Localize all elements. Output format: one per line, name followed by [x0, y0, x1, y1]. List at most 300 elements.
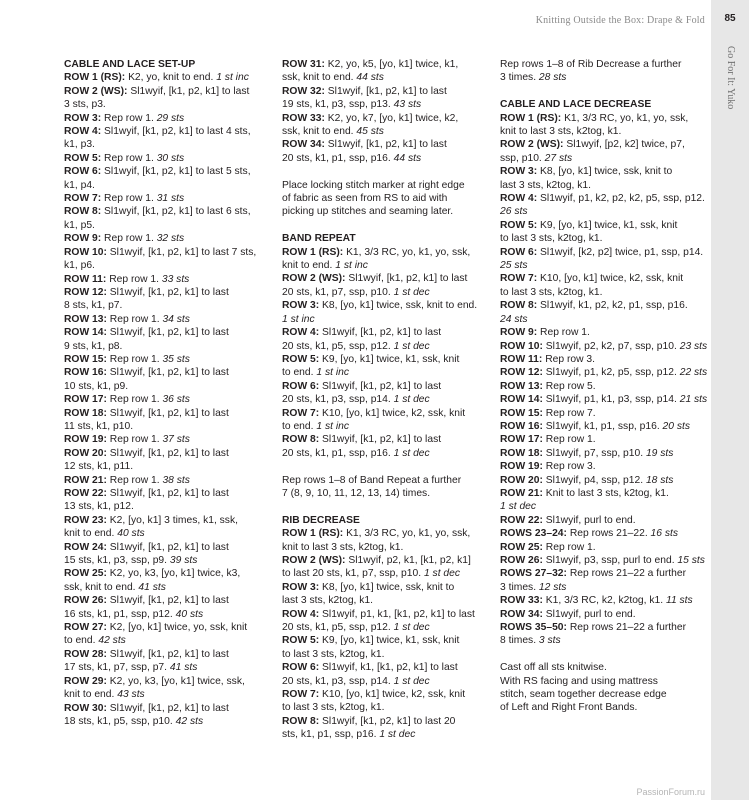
instruction-text: Rep row 1. [101, 193, 157, 205]
instruction-text: to last 3 sts, k2tog, k1. [500, 233, 603, 245]
instruction-line [282, 634, 504, 647]
instruction-line [64, 661, 286, 674]
instruction-line [282, 58, 504, 71]
instruction-text: Sl1wyif, k1, p2, k2, p1, ssp, p16. [537, 300, 688, 312]
instruction-line [282, 648, 504, 661]
instruction-text: Sl1wyif, [k1, p2, k1] to last [106, 702, 229, 714]
instruction-text: Rep rows 21–22 a further [566, 622, 687, 634]
row-label: ROWS 27–32: [500, 568, 567, 580]
row-label: ROW 25: [500, 541, 543, 553]
row-label: ROW 12: [64, 286, 107, 298]
instruction-text: Rep row 1. [106, 313, 163, 325]
instruction-line [64, 138, 286, 151]
instruction-line [282, 380, 504, 393]
row-label: ROW 18: [64, 407, 107, 419]
instruction-text: Sl1wyif, p2, k1, [k1, p2, k1] [345, 554, 471, 566]
instruction-text: K1, 3/3 RC, yo, k1, yo, ssk, [343, 528, 471, 540]
instruction-line [282, 621, 504, 634]
stitch-count: 1 st dec [379, 729, 416, 741]
instruction-line [64, 219, 286, 232]
row-label: ROW 26: [64, 595, 107, 607]
instruction-text: Rep row 1. [106, 273, 162, 285]
paragraph-gap [282, 460, 504, 473]
instruction-text: K2, yo, knit to end. [125, 72, 217, 84]
stitch-count: 28 sts [538, 72, 567, 84]
instruction-text: K2, yo, k3, [yo, k1] twice, ssk, [106, 675, 245, 687]
instruction-line [64, 71, 286, 84]
instruction-line [282, 246, 504, 259]
section-heading: BAND REPEAT [282, 233, 356, 245]
instruction-text: K8, [yo, k1] twice, ssk, knit to [537, 166, 673, 178]
instruction-line [64, 688, 286, 701]
instruction-text: sts, k1, p1, ssp, p16. [282, 729, 380, 741]
instruction-text: Rep rows 1–8 of Rib Decrease a further [500, 59, 682, 70]
instruction-text: Rep rows 1–8 of Band Repeat a further [282, 474, 462, 486]
instruction-text: K1, 3/3 RC, k2, k2tog, k1. [542, 595, 666, 607]
instruction-text: Knit to last 3 sts, k2tog, k1. [542, 487, 669, 499]
instruction-line [64, 299, 286, 312]
instruction-line [282, 192, 504, 205]
instruction-text: Rep row 1. [101, 233, 157, 245]
instruction-line [64, 165, 286, 178]
instruction-line [282, 567, 504, 580]
instruction-text: Sl1wyif, purl to end. [542, 514, 636, 526]
instruction-line [64, 474, 286, 487]
row-label: ROW 8: [282, 715, 320, 727]
instruction-line [500, 313, 706, 326]
instruction-line [282, 326, 504, 339]
stitch-count: 18 sts [645, 474, 674, 486]
row-label: ROWS 23–24: [500, 528, 567, 540]
instruction-text: K9, [yo, k1] twice, k1, ssk, knit [319, 353, 460, 365]
instruction-text: Sl1wyif, p2, k2, p7, ssp, p10. [542, 340, 680, 352]
stitch-count: 45 sts [356, 126, 384, 138]
instruction-text: Sl1wyif, k1, p1, ssp, p16. [542, 420, 663, 432]
row-label: ROW 8: [282, 434, 320, 446]
row-label: ROW 2 (WS): [500, 139, 564, 151]
page-sidebar [711, 0, 749, 800]
instruction-line [64, 286, 286, 299]
instruction-line [500, 567, 706, 580]
instruction-line [64, 393, 286, 406]
row-label: ROW 6: [500, 246, 538, 258]
instruction-line [500, 286, 706, 299]
stitch-count: 36 sts [162, 394, 190, 406]
stitch-count: 42 sts [98, 635, 126, 647]
instruction-line [64, 192, 286, 205]
stitch-count: 42 sts [175, 715, 204, 727]
instruction-text: K10, [yo, k1] twice, k2, ssk, knit [537, 273, 684, 285]
instruction-line [282, 594, 504, 607]
row-label: ROW 1 (RS): [282, 528, 344, 540]
text-column-2 [282, 58, 504, 742]
row-label: ROW 20: [64, 447, 107, 459]
instruction-line [64, 514, 286, 527]
stitch-count: 35 sts [162, 353, 190, 365]
row-label: ROW 1 (RS): [500, 112, 562, 124]
text-column-3 [500, 58, 706, 715]
row-label: ROW 19: [64, 434, 107, 446]
instruction-text: 13 sts, k1, p12. [64, 501, 134, 513]
row-label: ROW 25: [64, 568, 107, 580]
row-label: ROW 3: [282, 581, 320, 593]
instruction-line [500, 125, 706, 138]
instruction-text: Sl1wyif, [k1, p2, k1] to last [319, 327, 442, 339]
row-label: ROW 22: [500, 514, 543, 526]
instruction-text: With RS facing and using mattress [500, 675, 658, 687]
instruction-line [500, 165, 706, 178]
stitch-count: 1 st dec [500, 501, 537, 513]
row-label: ROW 31: [282, 59, 325, 70]
instruction-text: Sl1wyif, [k1, p2, k1] to last [106, 327, 229, 339]
instruction-line [500, 701, 706, 714]
instruction-line [282, 715, 504, 728]
row-label: ROW 13: [500, 380, 543, 392]
instruction-line [64, 447, 286, 460]
instruction-text: K8, [yo, k1] twice, ssk, knit to [319, 581, 455, 593]
instruction-text: ssk, knit to end. [282, 72, 357, 84]
instruction-text: 20 sts, k1, p5, ssp, p12. [282, 340, 394, 352]
row-label: ROW 9: [500, 327, 538, 339]
instruction-text: Sl1wyif, k1, [k1, p2, k1] to last [319, 662, 458, 674]
instruction-line [64, 541, 286, 554]
instruction-text: last 3 sts, k2tog, k1. [282, 595, 373, 607]
instruction-line [64, 313, 286, 326]
instruction-line [282, 85, 504, 98]
stitch-count: 19 sts [645, 447, 674, 459]
paragraph-gap [500, 648, 706, 661]
row-label: ROW 11: [500, 353, 543, 365]
instruction-text: Rep row 5. [542, 380, 596, 392]
stitch-count: 32 sts [156, 233, 185, 245]
instruction-text: Sl1wyif, [k1, p2, k1] to last 7 sts, [106, 246, 257, 258]
instruction-line [282, 728, 504, 741]
instruction-line [64, 232, 286, 245]
row-label: ROW 33: [500, 595, 543, 607]
instruction-text: 8 times. [500, 635, 539, 647]
instruction-line [282, 675, 504, 688]
instruction-text: to end. [64, 635, 99, 647]
stitch-count: 39 sts [169, 555, 198, 567]
instruction-text: Sl1wyif, [k1, p2, k1] to last [106, 595, 229, 607]
stitch-count: 43 sts [393, 99, 422, 111]
row-label: ROW 2 (WS): [64, 85, 128, 97]
instruction-text: picking up stitches and seaming later. [282, 206, 454, 218]
instruction-text: Sl1wyif, [k1, p2, k1] to last 6 sts, [101, 206, 251, 218]
instruction-text: Sl1wyif, purl to end. [542, 608, 636, 620]
stitch-count: 38 sts [162, 474, 190, 486]
paragraph-gap [282, 219, 504, 232]
row-label: ROW 10: [500, 340, 543, 352]
instruction-line [282, 407, 504, 420]
instruction-line [500, 112, 706, 125]
instruction-text: 11 sts, k1, p10. [64, 420, 134, 432]
instruction-text: Sl1wyif, [k1, p2, k1] to last [106, 541, 229, 553]
instruction-text: K2, yo, k3, [yo, k1] twice, k3, [106, 568, 241, 580]
instruction-line [500, 447, 706, 460]
instruction-line [282, 112, 504, 125]
instruction-line [282, 420, 504, 433]
instruction-line [64, 567, 286, 580]
instruction-line [64, 98, 286, 111]
row-label: ROW 7: [282, 689, 320, 701]
instruction-line [64, 608, 286, 621]
instruction-text: Rep row 1. [106, 353, 163, 365]
instruction-line [500, 138, 706, 151]
instruction-text: 3 times. [500, 72, 539, 84]
chapter-side-label: Go For It: Yuko [725, 46, 736, 110]
instruction-text: Sl1wyif, [k1, p2, k1] to last [106, 367, 229, 379]
row-label: ROW 15: [500, 407, 543, 419]
row-label: ROW 12: [500, 367, 543, 379]
instruction-text: to end. [282, 367, 317, 379]
stitch-count: 1 st dec [423, 568, 461, 580]
row-label: ROW 11: [64, 273, 107, 285]
instruction-line [500, 205, 706, 218]
instruction-text: Sl1wyif, [k1, p2, k1] to last [106, 488, 229, 499]
instruction-text: ssk, knit to end. [64, 581, 139, 593]
row-label: ROW 21: [64, 474, 107, 486]
instruction-text: Rep row 1. [106, 434, 163, 446]
instruction-line [500, 460, 706, 473]
instruction-line [500, 393, 706, 406]
page-number: 85 [724, 13, 736, 24]
instruction-text: Sl1wyif, p3, ssp, purl to end. [542, 555, 678, 567]
instruction-line [64, 433, 286, 446]
instruction-line [282, 138, 504, 151]
instruction-text: K2, [yo, k1] 3 times, k1, ssk, [106, 514, 238, 526]
row-label: ROW 3: [282, 300, 320, 312]
instruction-line [500, 474, 706, 487]
instruction-line [500, 514, 706, 527]
instruction-text: k1, p3. [64, 139, 95, 151]
instruction-text: Rep row 3. [542, 461, 596, 473]
row-label: ROW 4: [282, 327, 320, 339]
instruction-line [282, 205, 504, 218]
row-label: ROW 34: [282, 139, 325, 151]
row-label: ROW 8: [500, 300, 538, 312]
instruction-line [64, 353, 286, 366]
instruction-line [64, 634, 286, 647]
instruction-text: K8, [yo, k1] twice, ssk, knit to end. [319, 300, 478, 312]
instruction-text: 7 (8, 9, 10, 11, 12, 13, 14) times. [282, 487, 431, 499]
instruction-text: 20 sts, k1, p1, ssp, p16. [282, 447, 394, 459]
instruction-line [64, 366, 286, 379]
instruction-text: to last 3 sts, k2tog, k1. [500, 286, 603, 298]
instruction-text: k1, p6. [64, 260, 95, 272]
watermark: PassionForum.ru [636, 787, 705, 797]
instruction-text: knit to end. [64, 528, 118, 540]
instruction-text: Sl1wyif, [k2, p2] twice, p1, ssp, p14. [537, 246, 704, 258]
row-label: ROW 29: [64, 675, 107, 687]
paragraph-gap [282, 500, 504, 513]
instruction-line [500, 299, 706, 312]
row-label: ROW 7: [282, 407, 320, 419]
instruction-text: 20 sts, k1, p5, ssp, p12. [282, 622, 394, 633]
instruction-text: Sl1wyif, [p2, k2] twice, p7, [563, 139, 685, 151]
instruction-text: Sl1wyif, [k1, p2, k1] to last [106, 286, 229, 298]
instruction-line [64, 246, 286, 259]
instruction-text: Rep row 1. [542, 434, 596, 446]
row-label: ROW 20: [500, 474, 543, 486]
instruction-line [64, 621, 286, 634]
row-label: ROW 5: [282, 635, 320, 647]
row-label: ROW 1 (RS): [282, 246, 344, 258]
row-label: ROW 1 (RS): [64, 72, 126, 84]
instruction-line [64, 527, 286, 540]
instruction-line [500, 58, 706, 71]
stitch-count: 20 sts [662, 420, 691, 432]
instruction-text: Sl1wyif, p1, k2, p2, k2, p5, ssp, p12. [537, 193, 705, 205]
instruction-text: 20 sts, k1, p3, ssp, p14. [282, 675, 394, 687]
instruction-line [64, 112, 286, 125]
instruction-text: Sl1wyif, [k1, p2, k1] to last [345, 273, 468, 285]
stitch-count: 3 sts [538, 635, 561, 647]
text-column-1 [64, 58, 286, 728]
instruction-text: Rep row 1. [106, 394, 163, 406]
row-label: ROW 6: [282, 662, 320, 674]
row-label: ROW 5: [64, 152, 102, 164]
instruction-text: last 3 sts, k2tog, k1. [500, 179, 591, 191]
stitch-count: 27 sts [544, 152, 573, 164]
row-label: ROW 22: [64, 488, 107, 499]
row-label: ROW 18: [500, 447, 543, 459]
instruction-text: Sl1wyif, p1, k1, [k1, p2, k1] to last [319, 608, 475, 620]
row-label: ROW 5: [500, 219, 538, 231]
instruction-text: 12 sts, k1, p11. [64, 461, 134, 473]
instruction-line [282, 152, 504, 165]
row-label: ROW 16: [500, 420, 543, 432]
stitch-count: 40 sts [117, 528, 145, 540]
instruction-text: 17 sts, k1, p7, ssp, p7. [64, 662, 170, 674]
instruction-line [64, 594, 286, 607]
stitch-count: 1 st dec [393, 622, 430, 633]
instruction-text: Rep row 1. [101, 152, 157, 164]
stitch-count: 29 sts [156, 112, 185, 124]
instruction-text: to last 3 sts, k2tog, k1. [282, 648, 385, 660]
stitch-count: 26 sts [500, 206, 528, 218]
stitch-count: 23 sts [679, 340, 708, 352]
instruction-text: K2, yo, k5, [yo, k1] twice, k1, [324, 59, 459, 70]
stitch-count: 25 sts [500, 260, 528, 272]
stitch-count: 37 sts [162, 434, 190, 446]
instruction-line [64, 179, 286, 192]
instruction-text: Sl1wyif, [k1, p2, k1] to last [106, 447, 229, 459]
stitch-count: 44 sts [393, 152, 422, 164]
instruction-line [282, 313, 504, 326]
instruction-line [500, 541, 706, 554]
instruction-line [282, 366, 504, 379]
instruction-text: 3 sts, p3. [64, 99, 106, 111]
instruction-line [282, 661, 504, 674]
instruction-text: K2, yo, k7, [yo, k1] twice, k2, [324, 112, 459, 124]
instruction-text: 9 sts, k1, p8. [64, 340, 123, 352]
instruction-line [64, 581, 286, 594]
stitch-count: 44 sts [356, 72, 384, 84]
stitch-count: 33 sts [161, 273, 190, 285]
instruction-line [64, 125, 286, 138]
instruction-text: K9, [yo, k1] twice, k1, ssk, knit [537, 219, 678, 231]
instruction-line [282, 299, 504, 312]
instruction-line [500, 380, 706, 393]
instruction-text: Sl1wyif, p7, ssp, p10. [542, 447, 646, 459]
instruction-line [64, 420, 286, 433]
row-label: ROW 27: [64, 622, 107, 634]
stitch-count: 31 sts [156, 193, 185, 205]
instruction-line [500, 232, 706, 245]
instruction-line [282, 125, 504, 138]
stitch-count: 34 sts [162, 313, 190, 325]
instruction-line [500, 259, 706, 272]
instruction-text: ssp, p10. [500, 152, 545, 164]
stitch-count: 1 st inc [316, 367, 349, 379]
stitch-count: 15 sts [677, 555, 705, 567]
instruction-line [282, 527, 504, 540]
row-label: ROW 14: [64, 327, 107, 339]
instruction-line [500, 366, 706, 379]
instruction-text: Sl1wyif, p1, k1, p3, ssp, p14. [542, 394, 680, 406]
instruction-text: 20 sts, k1, p1, ssp, p16. [282, 152, 394, 164]
instruction-line [282, 259, 504, 272]
instruction-text: ssk, knit to end. [282, 126, 357, 138]
instruction-text: stitch, seam together decrease edge [500, 689, 667, 701]
row-label: ROW 2 (WS): [282, 273, 346, 285]
instruction-line [282, 353, 504, 366]
instruction-line [64, 273, 286, 286]
instruction-line [500, 581, 706, 594]
instruction-line [282, 688, 504, 701]
instruction-line [64, 460, 286, 473]
row-label: ROW 7: [64, 193, 102, 205]
stitch-count: 41 sts [169, 662, 198, 674]
instruction-text: Sl1wyif, [k1, p2, k1] to last [106, 407, 229, 419]
row-label: ROW 28: [64, 648, 107, 660]
instruction-text: K2, [yo, k1] twice, yo, ssk, knit [106, 622, 248, 634]
instruction-line [282, 433, 504, 446]
instruction-text: of Left and Right Front Bands. [500, 702, 638, 714]
stitch-count: 1 st inc [335, 260, 368, 272]
row-label: ROW 17: [500, 434, 543, 446]
instruction-text: 16 sts, k1, p1, ssp, p12. [64, 608, 176, 620]
stitch-count: 21 sts [679, 394, 708, 406]
row-label: ROW 4: [282, 608, 320, 620]
row-label: ROWS 35–50: [500, 622, 567, 634]
instruction-line [282, 98, 504, 111]
instruction-text: Sl1wyif, p1, k2, p5, ssp, p12. [542, 367, 680, 379]
instruction-text: knit to end. [282, 260, 336, 272]
stitch-count: 1 st inc [282, 313, 315, 325]
instruction-text: knit to last 3 sts, k2tog, k1. [500, 126, 622, 138]
row-label: ROW 5: [282, 353, 320, 365]
instruction-text: Sl1wyif, [k1, p2, k1] to last [106, 648, 229, 660]
stitch-count: 1 st inc [316, 420, 349, 432]
instruction-line [500, 608, 706, 621]
instruction-text: of fabric as seen from RS to aid with [282, 193, 448, 205]
instruction-line [282, 340, 504, 353]
stitch-count: 24 sts [500, 313, 528, 325]
instruction-line [500, 71, 706, 84]
instruction-text: Rep row 3. [542, 353, 595, 365]
instruction-line [500, 594, 706, 607]
instruction-line [500, 661, 706, 674]
instruction-text: Rep row 1. [542, 541, 596, 553]
instruction-text: Sl1wyif, [k1, p2, k1] to last [324, 85, 447, 97]
row-label: ROW 33: [282, 112, 325, 124]
instruction-text: Cast off all sts knitwise. [500, 662, 607, 674]
instruction-line [282, 179, 504, 192]
instruction-line [282, 474, 504, 487]
stitch-count: 1 st inc [216, 72, 249, 84]
